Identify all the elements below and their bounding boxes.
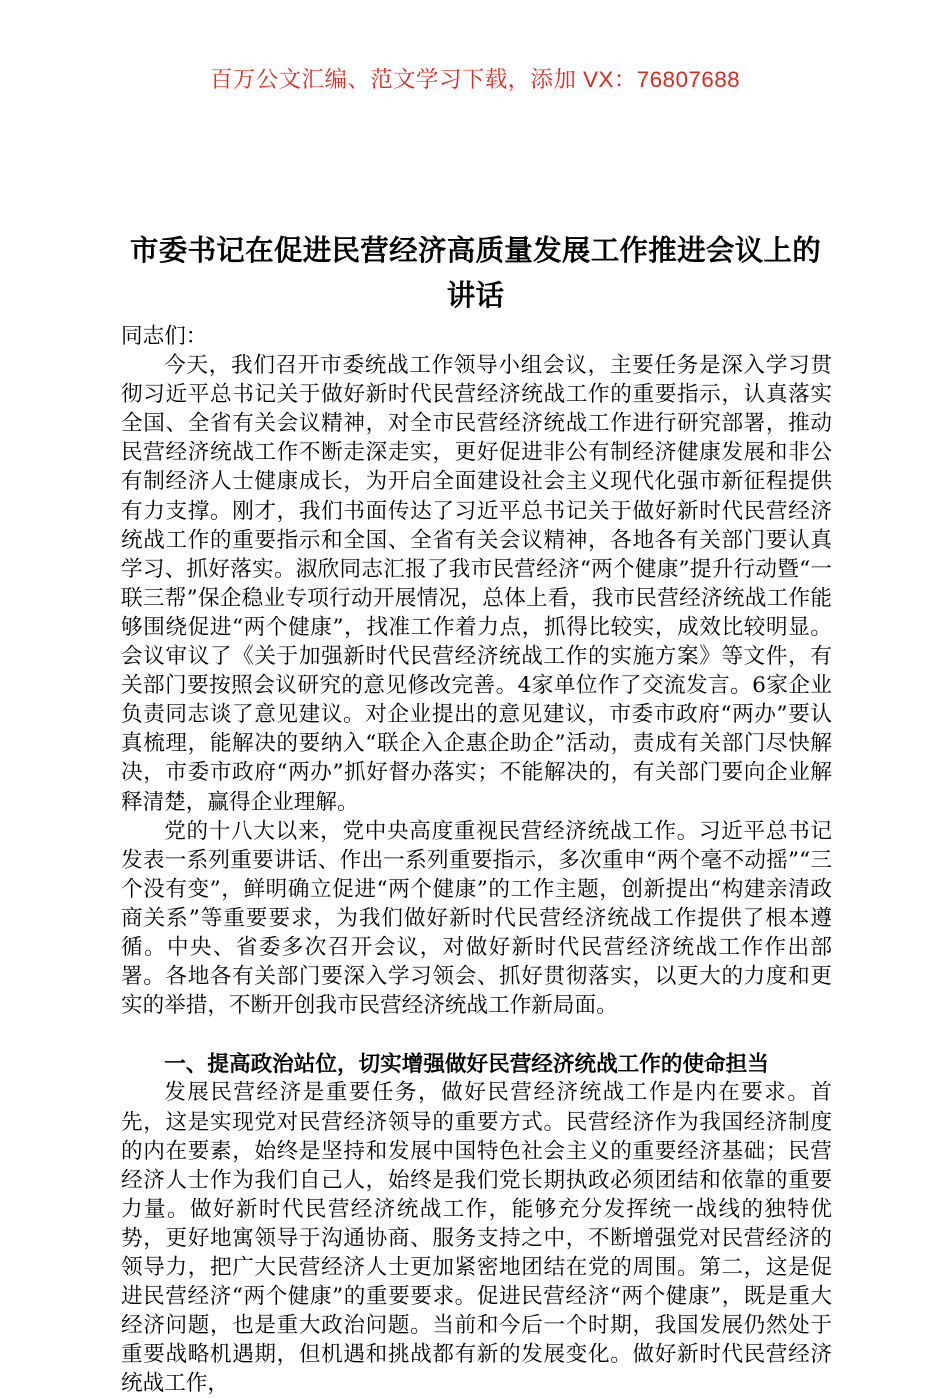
section-heading-1: 一、提高政治站位，切实增强做好民营经济统战工作的使命担当 [164, 1051, 769, 1077]
promo-watermark-text: 百万公文汇编、范文学习下载，添加 VX：76807688 [209, 67, 741, 92]
paragraph-1: 今天，我们召开市委统战工作领导小组会议，主要任务是深入学习贯彻习近平总书记关于做好新时代民营经济统战工作的重要指示，认真落实全国、全省有关会议精神，对全市民营经济统战工作进行研究部署，推动民营经济统战工作不断走深走实，更好促进非公有制经济健康发展和非公有制经济人士健康成长，为开启全面建设社会主义现代化强市新征程提供有力支撑。刚才，我们书面传达了习近平总书记关于做好新时代民营经济统战工作的重要指示和全国、全省有关会议精神，各地各有关部门要认真学习、抓好落实。淑欣同志汇报了我市民营经济“两个健康”提升行动暨“一联三帮”保企稳业专项行动开展情况，总体上看，我市民营经济统战工作能够围绕促进“两个健康”，找准工作着力点，抓得比较实，成效比较明显。会议审议了《关于加强新时代民营经济统战工作的实施方案》等文件，有关部门要按照会议研究的意见修改完善。4家单位作了交流发言。6家企业负责同志谈了意见建议。对企业提出的意见建议，市委市政府“两办”要认真梳理，能解决的要纳入“联企入企惠企助企”活动，责成有关部门尽快解决，市委市政府“两办”抓好督办落实；不能解决的，有关部门要向企业解释清楚，赢得企业理解。 [121, 353, 832, 815]
paragraph-2: 党的十八大以来，党中央高度重视民营经济统战工作。习近平总书记发表一系列重要讲话、作出一系列重要指示，多次重申“两个毫不动摇”“三个没有变”，鲜明确立促进“两个健康”的工作主题，创新提出“构建亲清政商关系”等重要要求，为我们做好新时代民营经济统战工作提供了根本遵循。中央、省委多次召开会议，对做好新时代民营经济统战工作作出部署。各地各有关部门要深入学习领会、抓好贯彻落实，以更大的力度和更实的举措，不断开创我市民营经济统战工作新局面。 [121, 818, 832, 1019]
salutation: 同志们： [121, 324, 208, 349]
document-body [121, 322, 832, 1398]
heading-spacer [121, 1020, 832, 1049]
section-paragraph-1: 发展民营经济是重要任务，做好民营经济统战工作是内在要求。首先，这是实现党对民营经济领导的重要方式。民营经济作为我国经济制度的内在要素，始终是坚持和发展中国特色社会主义的重要经济基础；民营经济人士作为我们自己人，始终是我们党长期执政必须团结和依靠的重要力量。做好新时代民营经济统战工作，能够充分发挥统一战线的独特优势，更好地寓领导于沟通协商、服务支持之中，不断增强党对民营经济的领导力，把广大民营经济人士更加紧密地团结在党的周围。第二，这是促进民营经济“两个健康”的重要要求。促进民营经济“两个健康”，既是重大经济问题，也是重大政治问题。当前和今后一个时期，我国发展仍然处于重要战略机遇期，但机遇和挑战都有新的发展变化。做好新时代民营经济统战工作， [121, 1080, 832, 1397]
page-title: 市委书记在促进民营经济高质量发展工作推进会议上的讲话 [129, 233, 822, 313]
